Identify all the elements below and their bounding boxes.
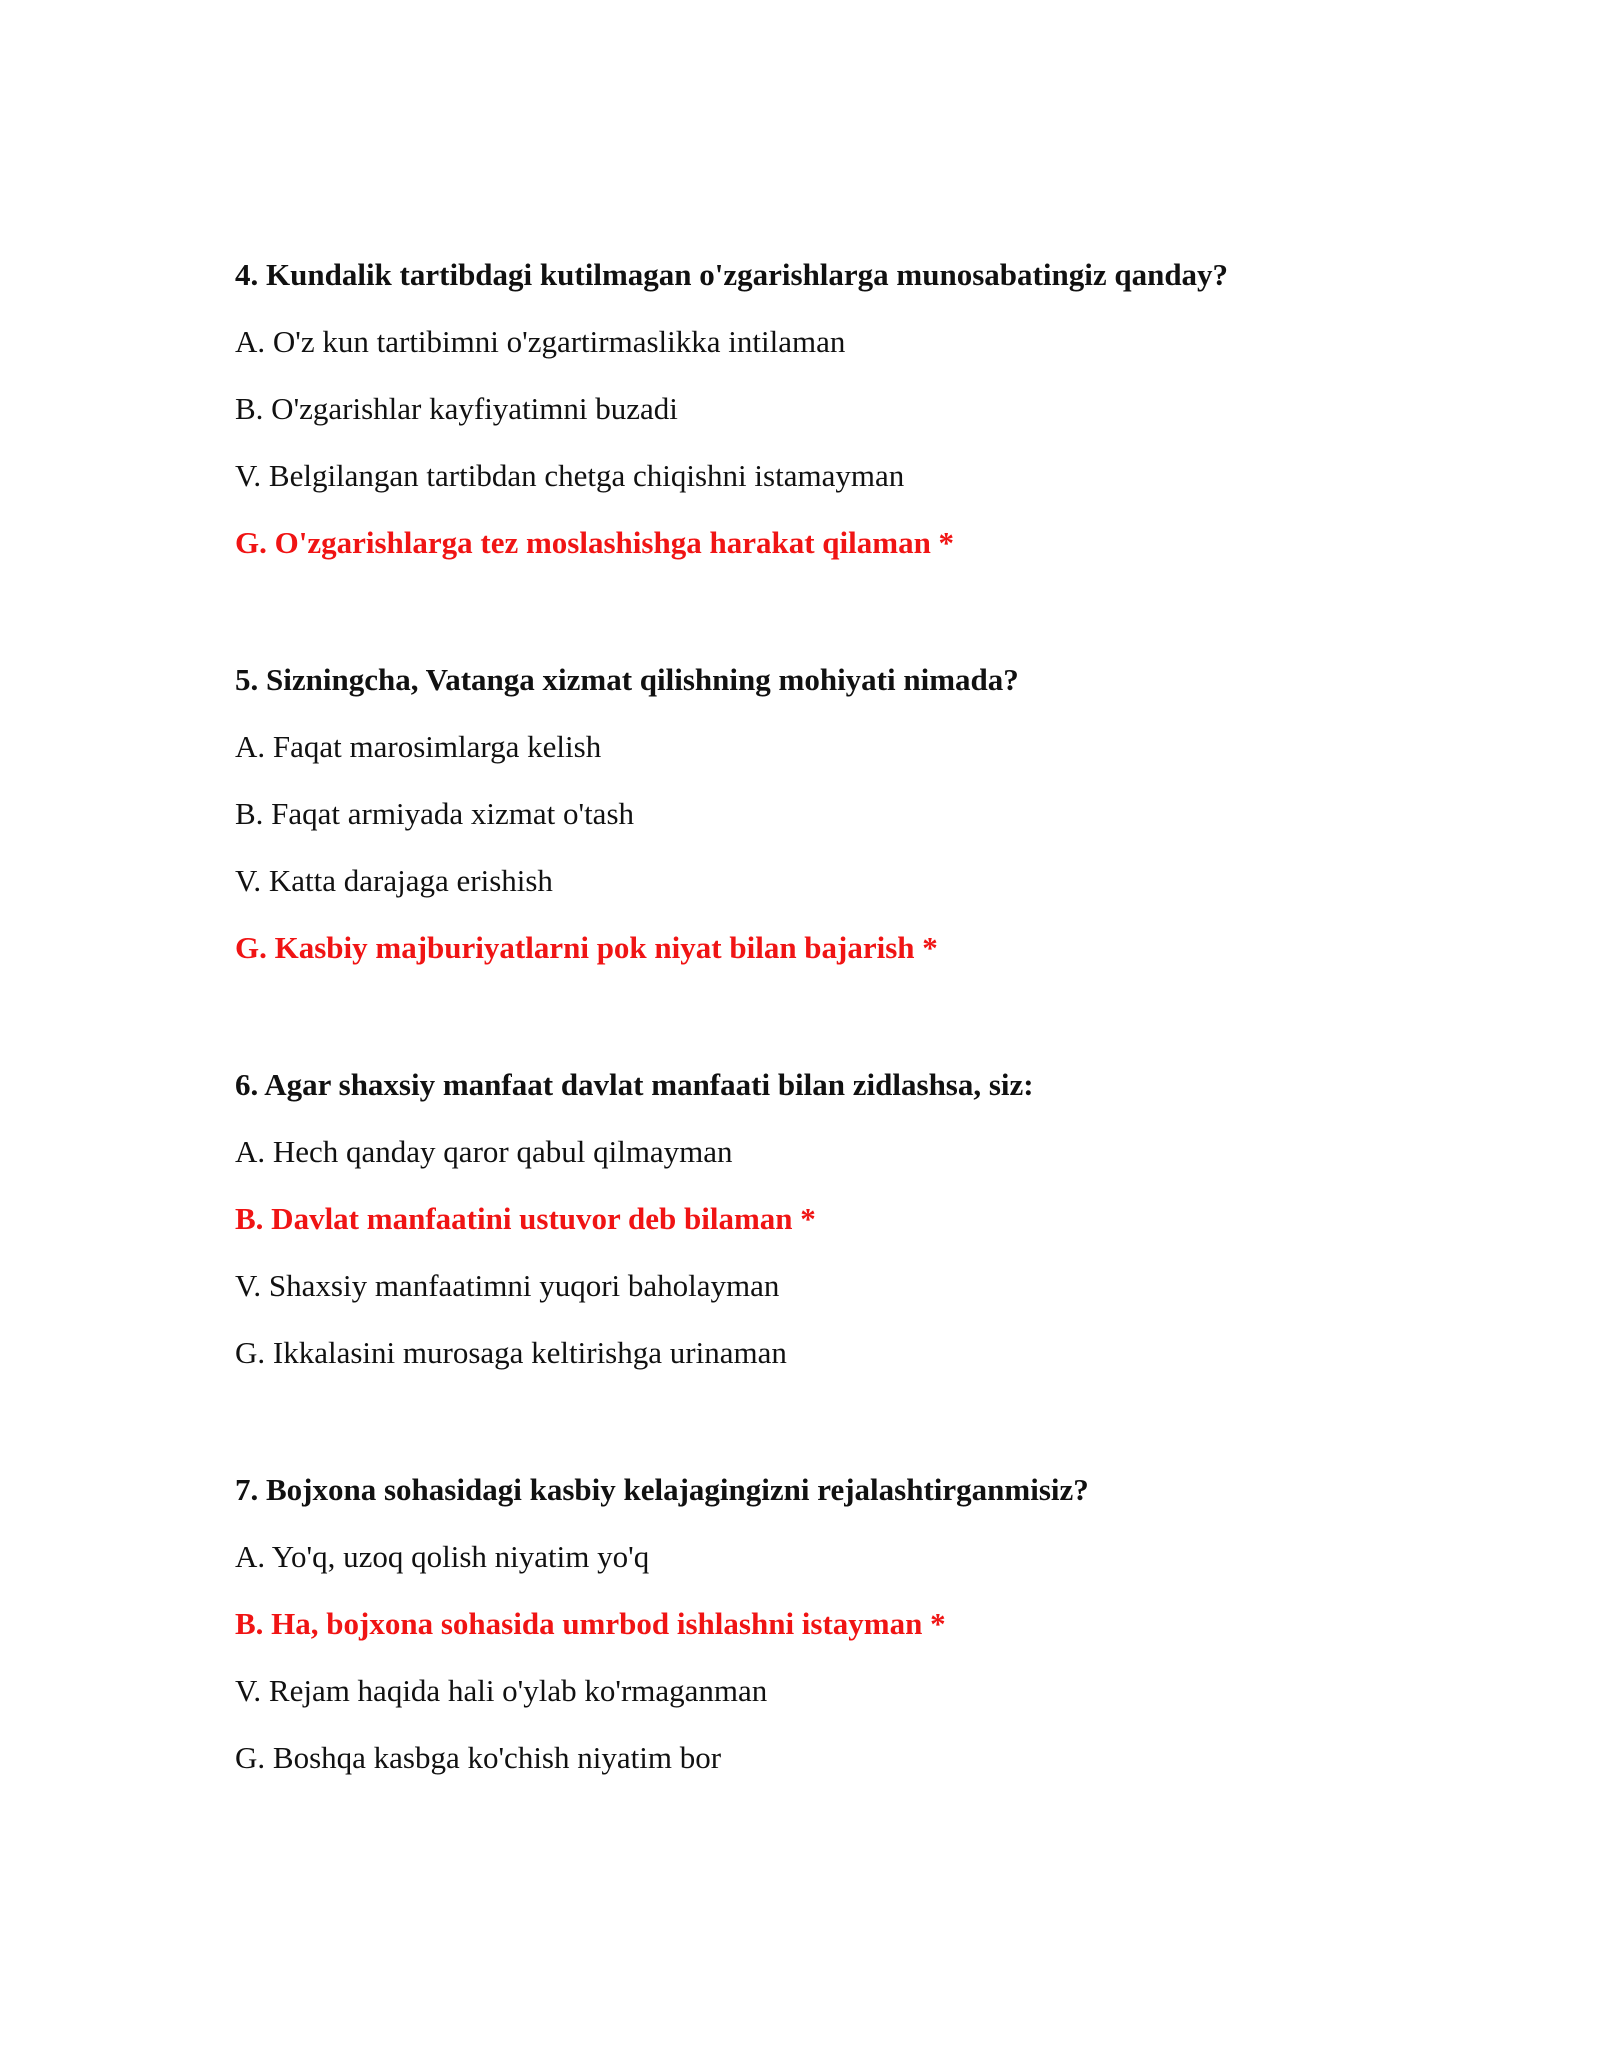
question-text: 5. Sizningcha, Vatanga xizmat qilishning mohiyati nimada?	[235, 662, 1019, 697]
question-text: 7. Bojxona sohasidagi kasbiy kelajagingizni rejalashtirganmisiz?	[235, 1472, 1089, 1507]
option-g-correct-answer: G. Kasbiy majburiyatlarni pok niyat bilan bajarish *	[235, 930, 938, 965]
question-block-5	[235, 660, 1435, 995]
option-g: G. Ikkalasini murosaga keltirishga urinaman	[235, 1335, 787, 1370]
question-block-7	[235, 1470, 1435, 1805]
option-a: A. O'z kun tartibimni o'zgartirmaslikka intilaman	[235, 324, 846, 359]
option-v: V. Rejam haqida hali o'ylab ko'rmaganman	[235, 1673, 768, 1708]
option-a: A. Faqat marosimlarga kelish	[235, 729, 602, 764]
option-b: B. Faqat armiyada xizmat o'tash	[235, 796, 635, 831]
option-g: G. Boshqa kasbga ko'chish niyatim bor	[235, 1740, 722, 1775]
question-block-4	[235, 255, 1435, 590]
option-v: V. Shaxsiy manfaatimni yuqori baholayman	[235, 1268, 780, 1303]
option-b-correct-answer: B. Davlat manfaatini ustuvor deb bilaman *	[235, 1201, 816, 1236]
option-v: V. Katta darajaga erishish	[235, 863, 553, 898]
option-a: A. Hech qanday qaror qabul qilmayman	[235, 1134, 733, 1169]
question-text: 6. Agar shaxsiy manfaat davlat manfaati bilan zidlashsa, siz:	[235, 1067, 1034, 1102]
option-v: V. Belgilangan tartibdan chetga chiqishni istamayman	[235, 458, 905, 493]
option-g-correct-answer: G. O'zgarishlarga tez moslashishga harakat qilaman *	[235, 525, 955, 560]
question-block-6	[235, 1065, 1435, 1400]
question-text: 4. Kundalik tartibdagi kutilmagan o'zgarishlarga munosabatingiz qanday?	[235, 257, 1229, 292]
option-b-correct-answer: B. Ha, bojxona sohasida umrbod ishlashni istayman *	[235, 1606, 946, 1641]
option-a: A. Yo'q, uzoq qolish niyatim yo'q	[235, 1539, 650, 1574]
option-b: B. O'zgarishlar kayfiyatimni buzadi	[235, 391, 678, 426]
